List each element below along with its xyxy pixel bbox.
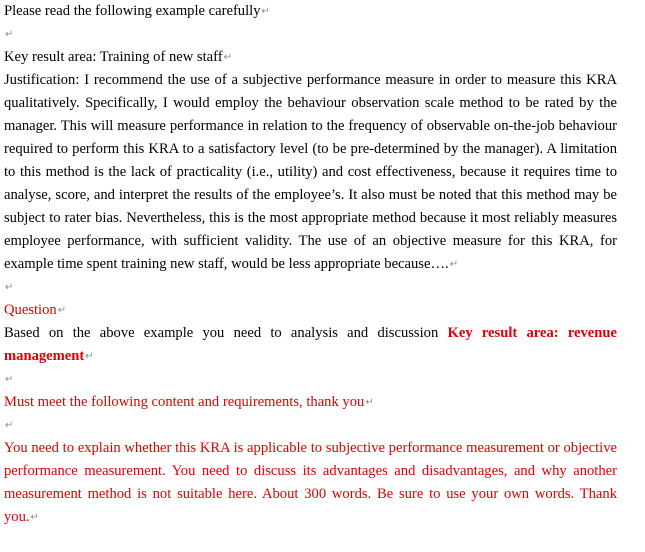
empty-paragraph (4, 23, 617, 46)
justification-paragraph (4, 69, 617, 276)
paragraph-mark-icon: ↵ (57, 305, 67, 316)
kra-line (4, 46, 617, 69)
paragraph-mark-icon: ↵ (30, 512, 39, 523)
document-page (4, 0, 617, 529)
empty-paragraph (4, 276, 617, 299)
question-paragraph (4, 322, 617, 368)
intro-text: Please read the following example carefully (4, 3, 261, 19)
paragraph-mark-icon: ↵ (449, 259, 459, 270)
question-heading-line (4, 299, 617, 322)
paragraph-mark-icon: ↵ (223, 52, 232, 63)
requirements-line (4, 391, 617, 414)
requirements-text: Must meet the following content and requirements, thank you (4, 394, 365, 410)
instructions-paragraph (4, 437, 617, 529)
question-prefix: Based on the above example you need to analysis and discussion (4, 325, 448, 341)
paragraph-mark-icon: ↵ (365, 397, 374, 408)
justification-text: Justification: I recommend the use of a subjective performance measure in order to measure this KRA qualitatively. Specifically, I would employ the behaviour observation scale method to be rated by the manager. This will measure performance in relation to the frequency of observable on-the-job behaviour required to perform this KRA to a satisfactory level (to be pre-determined by the manager). A limitation to this method is the lack of practicality (i.e., utility) and cost effectiveness, because it requires time to analyse, score, and interpret the results of the employee’s. It also must be noted that this method may be subject to rater bias. Nevertheless, this is the most appropriate method because it most reliably measures employee performance, with sufficient validity. The use of an objective measure for this KRA, for example time spent training new staff, would be less appropriate because…. (4, 72, 617, 272)
paragraph-mark-icon: ↵ (85, 351, 94, 362)
kra-label: Key result area: Training of new staff (4, 49, 223, 65)
empty-paragraph (4, 414, 617, 437)
paragraph-mark-icon: ↵ (261, 6, 270, 17)
question-heading: Question (4, 302, 57, 318)
paragraph-mark-icon: ↵ (5, 420, 14, 431)
paragraph-mark-icon: ↵ (5, 374, 14, 385)
empty-paragraph (4, 368, 617, 391)
paragraph-mark-icon: ↵ (5, 29, 14, 40)
question-highlight: Key result area: revenue management (4, 325, 617, 364)
intro-line (4, 0, 617, 23)
paragraph-mark-icon: ↵ (5, 282, 14, 293)
instructions-text: You need to explain whether this KRA is applicable to subjective performance measurement or objective performance measurement. You need to discuss its advantages and disadvantages, and why another measurement method is not suitable here. About 300 words. Be sure to use your own words. Thank you. (4, 440, 617, 525)
